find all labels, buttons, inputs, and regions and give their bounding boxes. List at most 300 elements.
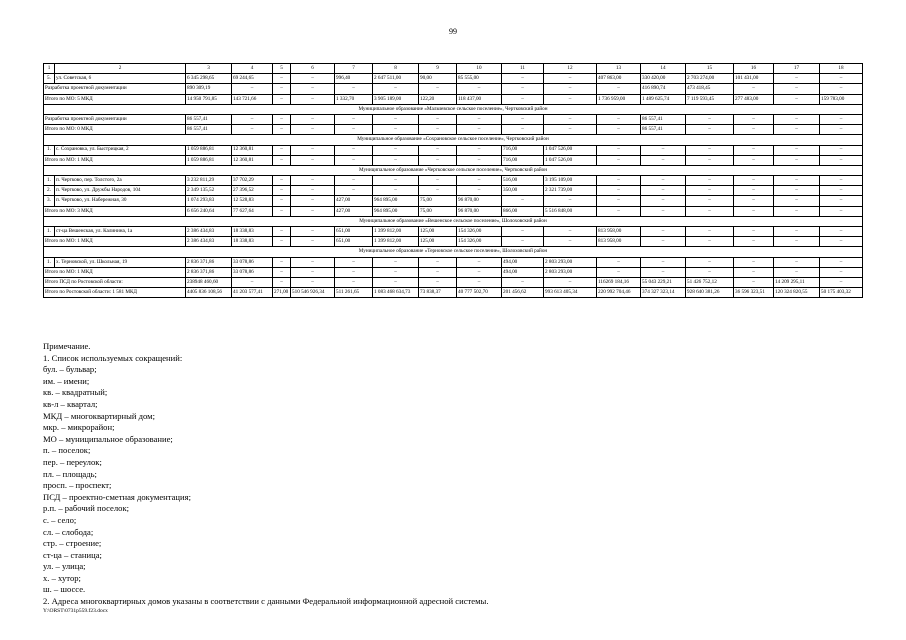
value-cell: – [734, 196, 774, 206]
note-line: МО – муниципальное образование; [43, 433, 173, 444]
value-cell: 374 327 323,14 [641, 288, 686, 298]
value-cell: – [502, 114, 544, 124]
summary-row [44, 125, 863, 135]
value-cell: – [686, 125, 734, 135]
value-cell: – [820, 155, 863, 165]
address-cell: с. Сохрановка, ул. Быстрицкая, 2 [55, 145, 186, 155]
value-cell: – [641, 145, 686, 155]
value-cell: – [273, 277, 291, 287]
value-cell: – [734, 155, 774, 165]
value-cell: – [734, 237, 774, 247]
column-number: 8 [373, 64, 419, 74]
value-cell: 1 399 812,00 [373, 227, 419, 237]
column-number: 6 [291, 64, 335, 74]
value-cell: – [820, 74, 863, 84]
value-cell: – [457, 277, 502, 287]
value-cell: – [774, 114, 820, 124]
section-title: Муниципальное образование «Вешенское сельское поселение», Шолоховский район [44, 216, 863, 226]
value-cell: – [597, 155, 641, 165]
value-cell: – [291, 74, 335, 84]
note-line: сл. – слобода; [43, 526, 94, 537]
value-cell: – [734, 206, 774, 216]
value-cell: 1 736 959,00 [597, 94, 641, 104]
value-cell: 890 309,19 [186, 84, 232, 94]
value-cell: – [641, 206, 686, 216]
value-cell: – [820, 186, 863, 196]
value-cell: – [335, 125, 373, 135]
value-cell: 125,00 [419, 237, 457, 247]
value-cell: 427,00 [335, 196, 373, 206]
note-line: п. – поселок; [43, 445, 91, 456]
value-cell: – [774, 94, 820, 104]
value-cell: 3 232 811,29 [186, 176, 232, 186]
value-cell: – [373, 186, 419, 196]
value-cell: – [291, 186, 335, 196]
value-cell: 86 557,41 [641, 125, 686, 135]
column-number: 14 [641, 64, 686, 74]
column-number: 2 [55, 64, 186, 74]
page-number: 99 [449, 27, 457, 36]
value-cell: 3 195 109,00 [544, 176, 597, 186]
value-cell: 1 332,70 [335, 94, 373, 104]
note-line: ул. – улица; [43, 561, 86, 572]
value-cell: 73 838,37 [419, 288, 457, 298]
address-cell: ст-ца Вешенская, ул. Калинина, 1а [55, 227, 186, 237]
value-cell: – [641, 186, 686, 196]
value-cell: – [734, 145, 774, 155]
column-number: 7 [335, 64, 373, 74]
section-title: Муниципальное образование «Мальчевское сельское поселение», Чертковский район [44, 104, 863, 114]
value-cell: – [291, 267, 335, 277]
table-row [44, 257, 863, 267]
value-cell: – [335, 145, 373, 155]
value-cell: – [373, 145, 419, 155]
note-line: кв-л – квартал; [43, 398, 98, 409]
value-cell: 96 870,00 [457, 196, 502, 206]
value-cell: – [291, 206, 335, 216]
value-cell: – [291, 114, 335, 124]
section-header-row [44, 165, 863, 175]
value-cell: – [291, 125, 335, 135]
value-cell: – [419, 186, 457, 196]
value-cell: – [291, 155, 335, 165]
value-cell: – [734, 267, 774, 277]
value-cell: – [597, 176, 641, 186]
value-cell: – [502, 125, 544, 135]
notes-title: Примечание. [43, 341, 91, 351]
value-cell: – [820, 267, 863, 277]
value-cell: – [774, 196, 820, 206]
value-cell: – [457, 186, 502, 196]
value-cell: – [273, 145, 291, 155]
value-cell: 75,00 [419, 206, 457, 216]
section-header-row [44, 216, 863, 226]
value-cell: 350,00 [502, 186, 544, 196]
value-cell: – [291, 227, 335, 237]
value-cell: – [774, 227, 820, 237]
value-cell: – [273, 186, 291, 196]
value-cell: – [273, 125, 291, 135]
value-cell: 1 083 468 634,73 [373, 288, 419, 298]
value-cell: – [597, 267, 641, 277]
summary-row [44, 155, 863, 165]
value-cell: – [335, 176, 373, 186]
value-cell: – [419, 257, 457, 267]
value-cell: – [273, 114, 291, 124]
value-cell: – [820, 196, 863, 206]
value-cell: – [820, 277, 863, 287]
value-cell: 651,00 [335, 227, 373, 237]
value-cell: – [291, 84, 335, 94]
value-cell: – [335, 186, 373, 196]
value-cell: – [544, 94, 597, 104]
note-line: мкр. – микрорайон; [43, 422, 115, 433]
value-cell: – [232, 114, 273, 124]
value-cell: – [457, 176, 502, 186]
value-cell: – [597, 196, 641, 206]
value-cell: – [641, 227, 686, 237]
value-cell: 1 059 886,81 [186, 145, 232, 155]
value-cell: – [232, 125, 273, 135]
value-cell: – [335, 267, 373, 277]
column-number: 12 [544, 64, 597, 74]
value-cell: 154 326,00 [457, 227, 502, 237]
value-cell: 154 326,00 [457, 237, 502, 247]
value-cell: – [544, 196, 597, 206]
note-line: бул. – бульвар; [43, 364, 97, 375]
value-cell: – [457, 125, 502, 135]
value-cell: 1 047 526,00 [544, 145, 597, 155]
value-cell: 86 557,41 [641, 114, 686, 124]
row-number: 1. [44, 257, 55, 267]
value-cell: – [597, 145, 641, 155]
value-cell: – [273, 84, 291, 94]
note-line: х. – хутор; [43, 572, 81, 583]
value-cell: – [686, 145, 734, 155]
value-cell: 69 244,65 [232, 74, 273, 84]
section-title: Муниципальное образование «Чертковское сельское поселение», Чертковский район [44, 165, 863, 175]
value-cell: – [419, 155, 457, 165]
value-cell: – [774, 176, 820, 186]
value-cell: 1 074 293,83 [186, 196, 232, 206]
value-cell: 473 418,45 [686, 84, 734, 94]
value-cell: 993 613 405,34 [544, 288, 597, 298]
value-cell: 2 803 293,00 [544, 257, 597, 267]
value-cell: 120 324 820,55 [774, 288, 820, 298]
summary-row [44, 114, 863, 124]
budget-table [43, 63, 863, 298]
value-cell: – [335, 155, 373, 165]
value-cell: – [335, 84, 373, 94]
value-cell: – [820, 257, 863, 267]
value-cell: 201 456,62 [502, 288, 544, 298]
value-cell: – [291, 196, 335, 206]
value-cell: – [734, 84, 774, 94]
value-cell: – [273, 237, 291, 247]
address-cell: п. Чертково, ул. Дружбы Народов, 104 [55, 186, 186, 196]
value-cell: 96 870,00 [457, 206, 502, 216]
value-cell: – [734, 125, 774, 135]
note-line: 2. Адреса многоквартирных домов указаны в соответствии с данными Федеральной информационной адресной системы. [43, 596, 489, 607]
value-cell: 18 338,83 [232, 237, 273, 247]
value-cell: 2 836 371,86 [186, 267, 232, 277]
value-cell: 716,00 [502, 145, 544, 155]
summary-row [44, 94, 863, 104]
value-cell: – [419, 267, 457, 277]
value-cell: 427,00 [335, 206, 373, 216]
value-cell: 330 420,00 [641, 74, 686, 84]
value-cell: – [686, 267, 734, 277]
value-cell: 159 783,00 [820, 94, 863, 104]
row-label: Итого по МО: 1 МКД [44, 267, 186, 277]
value-cell: 75,00 [419, 196, 457, 206]
row-label: Итого по МО: 0 МКД [44, 125, 186, 135]
summary-row [44, 288, 863, 298]
note-line: МКД – многоквартирный дом; [43, 410, 155, 421]
value-cell: – [544, 277, 597, 287]
value-cell: – [273, 196, 291, 206]
value-cell: – [544, 84, 597, 94]
value-cell: 407 863,00 [597, 74, 641, 84]
value-cell: 1 047 526,00 [544, 155, 597, 165]
value-cell: – [457, 145, 502, 155]
value-cell: 12 360,81 [232, 145, 273, 155]
note-line: ст-ца – станица; [43, 549, 102, 560]
value-cell: 51 426 752,12 [686, 277, 734, 287]
value-cell: – [641, 176, 686, 186]
value-cell: 27 396,52 [232, 186, 273, 196]
value-cell: – [544, 227, 597, 237]
value-cell: – [373, 84, 419, 94]
value-cell: – [641, 196, 686, 206]
value-cell: – [641, 257, 686, 267]
value-cell: – [502, 227, 544, 237]
value-cell: 220 992 704,46 [597, 288, 641, 298]
value-cell: 2 647 511,00 [373, 74, 419, 84]
row-number: 1. [44, 176, 55, 186]
value-cell: – [457, 114, 502, 124]
value-cell: – [373, 176, 419, 186]
row-label: Итого по МО: 1 МКД [44, 155, 186, 165]
value-cell: – [774, 206, 820, 216]
value-cell: – [373, 114, 419, 124]
address-cell: х. Терновской, ул. Школьная, 19 [55, 257, 186, 267]
value-cell: – [373, 277, 419, 287]
address-cell: п. Чертково, ул. Набережная, 30 [55, 196, 186, 206]
note-line: р.п. – рабочий поселок; [43, 503, 130, 514]
row-number: 3. [44, 196, 55, 206]
value-cell: – [273, 94, 291, 104]
value-cell: 86 557,41 [186, 125, 232, 135]
value-cell: 516,00 [502, 176, 544, 186]
value-cell: – [291, 94, 335, 104]
value-cell: – [597, 186, 641, 196]
value-cell: – [502, 196, 544, 206]
value-cell: – [820, 125, 863, 135]
value-cell: 277 483,00 [734, 94, 774, 104]
table-row [44, 176, 863, 186]
row-number: 5. [44, 74, 55, 84]
value-cell: 7 119 593,45 [686, 94, 734, 104]
note-line: кв. – квадратный; [43, 387, 108, 398]
value-cell: 122,20 [419, 94, 457, 104]
table-row [44, 145, 863, 155]
document-path: Y:\ORST\0731p559.f23.docx [43, 608, 108, 614]
value-cell: 77 627,64 [232, 206, 273, 216]
note-line: стр. – строение; [43, 538, 102, 549]
value-cell: – [686, 114, 734, 124]
column-number: 10 [457, 64, 502, 74]
value-cell: – [457, 84, 502, 94]
column-number: 17 [774, 64, 820, 74]
value-cell: – [273, 155, 291, 165]
value-cell: – [419, 176, 457, 186]
value-cell: 40 777 502,70 [457, 288, 502, 298]
value-cell: 33 078,86 [232, 257, 273, 267]
value-cell: 101 431,00 [734, 74, 774, 84]
value-cell: – [774, 74, 820, 84]
value-cell: – [373, 267, 419, 277]
value-cell: 37 702,29 [232, 176, 273, 186]
value-cell: – [820, 114, 863, 124]
value-cell: 125,00 [419, 227, 457, 237]
row-label: Итого ПСД по Ростовской области: [44, 277, 186, 287]
summary-row [44, 206, 863, 216]
value-cell: 90,00 [419, 74, 457, 84]
table-row [44, 227, 863, 237]
value-cell: 1 399 812,00 [373, 237, 419, 247]
value-cell: 494,00 [502, 267, 544, 277]
value-cell: – [597, 125, 641, 135]
value-cell: – [820, 84, 863, 94]
table-row [44, 74, 863, 84]
value-cell: – [734, 114, 774, 124]
value-cell: 12 360,81 [232, 155, 273, 165]
section-header-row [44, 247, 863, 257]
row-label: Разработка проектной документации [44, 84, 186, 94]
value-cell: – [734, 277, 774, 287]
value-cell: – [820, 206, 863, 216]
value-cell: – [273, 227, 291, 237]
value-cell: – [502, 74, 544, 84]
value-cell: – [373, 125, 419, 135]
value-cell: – [686, 196, 734, 206]
value-cell: 118 437,00 [457, 94, 502, 104]
summary-row [44, 237, 863, 247]
value-cell: 2 386 434,83 [186, 237, 232, 247]
note-line: просп. – проспект; [43, 480, 112, 491]
value-cell: 813 958,00 [597, 227, 641, 237]
value-cell: – [686, 206, 734, 216]
value-cell: – [335, 114, 373, 124]
value-cell: – [291, 237, 335, 247]
section-header-row [44, 135, 863, 145]
value-cell: 238948 460,60 [186, 277, 232, 287]
value-cell: – [273, 74, 291, 84]
column-number: 15 [686, 64, 734, 74]
column-number: 16 [734, 64, 774, 74]
value-cell: 1 059 886,81 [186, 155, 232, 165]
value-cell: 716,00 [502, 155, 544, 165]
summary-row [44, 277, 863, 287]
value-cell: – [774, 186, 820, 196]
value-cell: – [419, 84, 457, 94]
note-line: им. – имени; [43, 375, 90, 386]
column-number: 5 [273, 64, 291, 74]
value-cell: 6 656 240,64 [186, 206, 232, 216]
value-cell: 85 555,00 [457, 74, 502, 84]
value-cell: – [457, 155, 502, 165]
value-cell: 4405 836 108,56 [186, 288, 232, 298]
value-cell: – [686, 186, 734, 196]
value-cell: – [820, 227, 863, 237]
row-number: 2. [44, 186, 55, 196]
column-number: 11 [502, 64, 544, 74]
value-cell: 2 703 274,00 [686, 74, 734, 84]
value-cell: 33 078,86 [232, 267, 273, 277]
note-line: пл. – площадь; [43, 468, 97, 479]
value-cell: 964 895,00 [373, 196, 419, 206]
value-cell: – [774, 267, 820, 277]
table-row [44, 196, 863, 206]
value-cell: 271,00 [273, 288, 291, 298]
value-cell: – [774, 145, 820, 155]
value-cell: – [774, 84, 820, 94]
value-cell: – [641, 155, 686, 165]
value-cell: – [641, 237, 686, 247]
value-cell: – [734, 176, 774, 186]
value-cell: – [686, 237, 734, 247]
value-cell: 6 345 298,65 [186, 74, 232, 84]
value-cell: – [373, 155, 419, 165]
value-cell: – [232, 277, 273, 287]
row-number: 1. [44, 145, 55, 155]
value-cell: 651,00 [335, 237, 373, 247]
value-cell: – [686, 257, 734, 267]
value-cell: – [419, 145, 457, 155]
address-cell: ул. Советская, 6 [55, 74, 186, 84]
value-cell: 116269 184,16 [597, 277, 641, 287]
section-title: Муниципальное образование «Сохрановское сельское поселение», Чертковский район [44, 135, 863, 145]
value-cell: 14 950 791,85 [186, 94, 232, 104]
value-cell: – [544, 74, 597, 84]
value-cell: 55 043 229,21 [641, 277, 686, 287]
table-row [44, 186, 863, 196]
value-cell: – [457, 257, 502, 267]
column-number: 1 [44, 64, 55, 74]
value-cell: – [291, 176, 335, 186]
value-cell: – [774, 257, 820, 267]
value-cell: 5 516 848,00 [544, 206, 597, 216]
value-cell: 416 890,74 [641, 84, 686, 94]
value-cell: 2 386 434,83 [186, 227, 232, 237]
value-cell: 510 546 926,34 [291, 288, 335, 298]
value-cell: 2 349 135,52 [186, 186, 232, 196]
value-cell: – [273, 176, 291, 186]
value-cell: 2 836 371,86 [186, 257, 232, 267]
value-cell: – [419, 277, 457, 287]
summary-row [44, 267, 863, 277]
value-cell: – [419, 125, 457, 135]
section-header-row [44, 104, 863, 114]
value-cell: 996,40 [335, 74, 373, 84]
note-line: ПСД – проектно-сметная документация; [43, 491, 191, 502]
value-cell: – [273, 206, 291, 216]
value-cell: – [774, 237, 820, 247]
value-cell: – [273, 257, 291, 267]
value-cell: – [291, 257, 335, 267]
value-cell: – [597, 257, 641, 267]
